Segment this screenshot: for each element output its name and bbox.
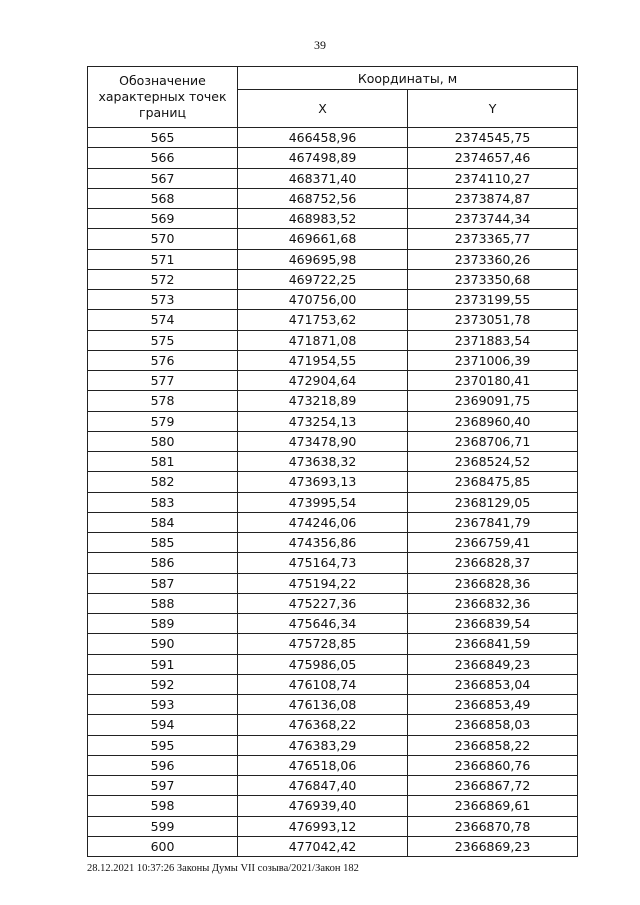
x-coordinate-cell: 471954,55 [238, 350, 408, 370]
table-row [88, 654, 578, 674]
x-coordinate-cell: 473638,32 [238, 452, 408, 472]
table-row [88, 533, 578, 553]
x-coordinate-cell: 469695,98 [238, 249, 408, 269]
point-number-cell: 575 [88, 330, 238, 350]
y-coordinate-cell: 2368706,71 [408, 431, 578, 451]
point-number-cell: 577 [88, 371, 238, 391]
point-number-cell: 598 [88, 796, 238, 816]
table-row [88, 593, 578, 613]
y-coordinate-cell: 2366832,36 [408, 593, 578, 613]
table-row [88, 573, 578, 593]
y-coordinate-cell: 2366869,61 [408, 796, 578, 816]
x-coordinate-cell: 468983,52 [238, 209, 408, 229]
y-coordinate-cell: 2373365,77 [408, 229, 578, 249]
point-number-cell: 588 [88, 593, 238, 613]
y-coordinate-cell: 2366828,36 [408, 573, 578, 593]
point-number-cell: 569 [88, 209, 238, 229]
table-row [88, 148, 578, 168]
table-row [88, 776, 578, 796]
header-point-label: Обозначение характерных точек границ [88, 67, 238, 128]
table-row [88, 269, 578, 289]
y-coordinate-cell: 2366759,41 [408, 533, 578, 553]
table-row [88, 229, 578, 249]
x-coordinate-cell: 468371,40 [238, 168, 408, 188]
table-row [88, 128, 578, 148]
y-coordinate-cell: 2373199,55 [408, 290, 578, 310]
x-coordinate-cell: 471753,62 [238, 310, 408, 330]
y-coordinate-cell: 2366860,76 [408, 755, 578, 775]
y-coordinate-cell: 2366858,22 [408, 735, 578, 755]
table-row [88, 614, 578, 634]
point-number-cell: 573 [88, 290, 238, 310]
y-coordinate-cell: 2366867,72 [408, 776, 578, 796]
point-number-cell: 597 [88, 776, 238, 796]
point-number-cell: 568 [88, 188, 238, 208]
table-row [88, 330, 578, 350]
table-row [88, 512, 578, 532]
point-number-cell: 595 [88, 735, 238, 755]
y-coordinate-cell: 2373051,78 [408, 310, 578, 330]
table-row [88, 492, 578, 512]
point-number-cell: 592 [88, 674, 238, 694]
table-row [88, 452, 578, 472]
y-coordinate-cell: 2368524,52 [408, 452, 578, 472]
y-coordinate-cell: 2366858,03 [408, 715, 578, 735]
y-coordinate-cell: 2366853,04 [408, 674, 578, 694]
y-coordinate-cell: 2368129,05 [408, 492, 578, 512]
table-body [88, 128, 578, 857]
x-coordinate-cell: 469661,68 [238, 229, 408, 249]
y-coordinate-cell: 2371006,39 [408, 350, 578, 370]
point-number-cell: 570 [88, 229, 238, 249]
y-coordinate-cell: 2370180,41 [408, 371, 578, 391]
y-coordinate-cell: 2371883,54 [408, 330, 578, 350]
point-number-cell: 600 [88, 836, 238, 856]
y-coordinate-cell: 2374110,27 [408, 168, 578, 188]
point-number-cell: 582 [88, 472, 238, 492]
point-number-cell: 580 [88, 431, 238, 451]
point-number-cell: 589 [88, 614, 238, 634]
table-row [88, 310, 578, 330]
table-row [88, 836, 578, 856]
table-row [88, 755, 578, 775]
point-number-cell: 583 [88, 492, 238, 512]
y-coordinate-cell: 2367841,79 [408, 512, 578, 532]
y-coordinate-cell: 2366869,23 [408, 836, 578, 856]
table-row [88, 371, 578, 391]
point-number-cell: 571 [88, 249, 238, 269]
table-row [88, 188, 578, 208]
y-coordinate-cell: 2368960,40 [408, 411, 578, 431]
x-coordinate-cell: 475728,85 [238, 634, 408, 654]
x-coordinate-cell: 469722,25 [238, 269, 408, 289]
table-row [88, 695, 578, 715]
y-coordinate-cell: 2368475,85 [408, 472, 578, 492]
y-coordinate-cell: 2366839,54 [408, 614, 578, 634]
header-y: Y [408, 90, 578, 128]
table-row [88, 411, 578, 431]
x-coordinate-cell: 475227,36 [238, 593, 408, 613]
table-row [88, 553, 578, 573]
x-coordinate-cell: 474356,86 [238, 533, 408, 553]
y-coordinate-cell: 2366849,23 [408, 654, 578, 674]
point-number-cell: 586 [88, 553, 238, 573]
x-coordinate-cell: 476108,74 [238, 674, 408, 694]
x-coordinate-cell: 473995,54 [238, 492, 408, 512]
table-row [88, 350, 578, 370]
point-number-cell: 596 [88, 755, 238, 775]
table-row [88, 290, 578, 310]
point-number-cell: 576 [88, 350, 238, 370]
x-coordinate-cell: 476993,12 [238, 816, 408, 836]
point-number-cell: 572 [88, 269, 238, 289]
table-row [88, 472, 578, 492]
table-row [88, 674, 578, 694]
x-coordinate-cell: 475646,34 [238, 614, 408, 634]
table-row [88, 209, 578, 229]
x-coordinate-cell: 476518,06 [238, 755, 408, 775]
x-coordinate-cell: 466458,96 [238, 128, 408, 148]
y-coordinate-cell: 2369091,75 [408, 391, 578, 411]
x-coordinate-cell: 471871,08 [238, 330, 408, 350]
x-coordinate-cell: 473254,13 [238, 411, 408, 431]
point-number-cell: 579 [88, 411, 238, 431]
point-number-cell: 587 [88, 573, 238, 593]
x-coordinate-cell: 468752,56 [238, 188, 408, 208]
x-coordinate-cell: 476368,22 [238, 715, 408, 735]
table-row [88, 634, 578, 654]
page-number: 39 [314, 38, 326, 52]
y-coordinate-cell: 2366828,37 [408, 553, 578, 573]
x-coordinate-cell: 473478,90 [238, 431, 408, 451]
y-coordinate-cell: 2366870,78 [408, 816, 578, 836]
point-number-cell: 590 [88, 634, 238, 654]
point-number-cell: 574 [88, 310, 238, 330]
x-coordinate-cell: 474246,06 [238, 512, 408, 532]
header-coordinates: Координаты, м [238, 67, 578, 90]
point-number-cell: 594 [88, 715, 238, 735]
x-coordinate-cell: 467498,89 [238, 148, 408, 168]
x-coordinate-cell: 470756,00 [238, 290, 408, 310]
table-row [88, 391, 578, 411]
x-coordinate-cell: 475986,05 [238, 654, 408, 674]
y-coordinate-cell: 2373874,87 [408, 188, 578, 208]
table-row [88, 735, 578, 755]
point-number-cell: 581 [88, 452, 238, 472]
table-row [88, 796, 578, 816]
y-coordinate-cell: 2373350,68 [408, 269, 578, 289]
table-row [88, 431, 578, 451]
x-coordinate-cell: 475194,22 [238, 573, 408, 593]
x-coordinate-cell: 475164,73 [238, 553, 408, 573]
x-coordinate-cell: 473218,89 [238, 391, 408, 411]
footer-stamp: 28.12.2021 10:37:26 Законы Думы VII созыва/2021/Закон 182 [87, 863, 359, 874]
point-number-cell: 567 [88, 168, 238, 188]
point-number-cell: 593 [88, 695, 238, 715]
y-coordinate-cell: 2366841,59 [408, 634, 578, 654]
table-row [88, 168, 578, 188]
point-number-cell: 591 [88, 654, 238, 674]
x-coordinate-cell: 473693,13 [238, 472, 408, 492]
point-number-cell: 585 [88, 533, 238, 553]
y-coordinate-cell: 2373360,26 [408, 249, 578, 269]
x-coordinate-cell: 472904,64 [238, 371, 408, 391]
x-coordinate-cell: 476136,08 [238, 695, 408, 715]
header-x: X [238, 90, 408, 128]
x-coordinate-cell: 477042,42 [238, 836, 408, 856]
y-coordinate-cell: 2374545,75 [408, 128, 578, 148]
x-coordinate-cell: 476847,40 [238, 776, 408, 796]
y-coordinate-cell: 2374657,46 [408, 148, 578, 168]
table-row [88, 816, 578, 836]
table-row [88, 715, 578, 735]
y-coordinate-cell: 2366853,49 [408, 695, 578, 715]
x-coordinate-cell: 476939,40 [238, 796, 408, 816]
point-number-cell: 578 [88, 391, 238, 411]
point-number-cell: 566 [88, 148, 238, 168]
table-row [88, 249, 578, 269]
point-number-cell: 565 [88, 128, 238, 148]
point-number-cell: 584 [88, 512, 238, 532]
y-coordinate-cell: 2373744,34 [408, 209, 578, 229]
x-coordinate-cell: 476383,29 [238, 735, 408, 755]
point-number-cell: 599 [88, 816, 238, 836]
coordinates-table [87, 66, 578, 857]
